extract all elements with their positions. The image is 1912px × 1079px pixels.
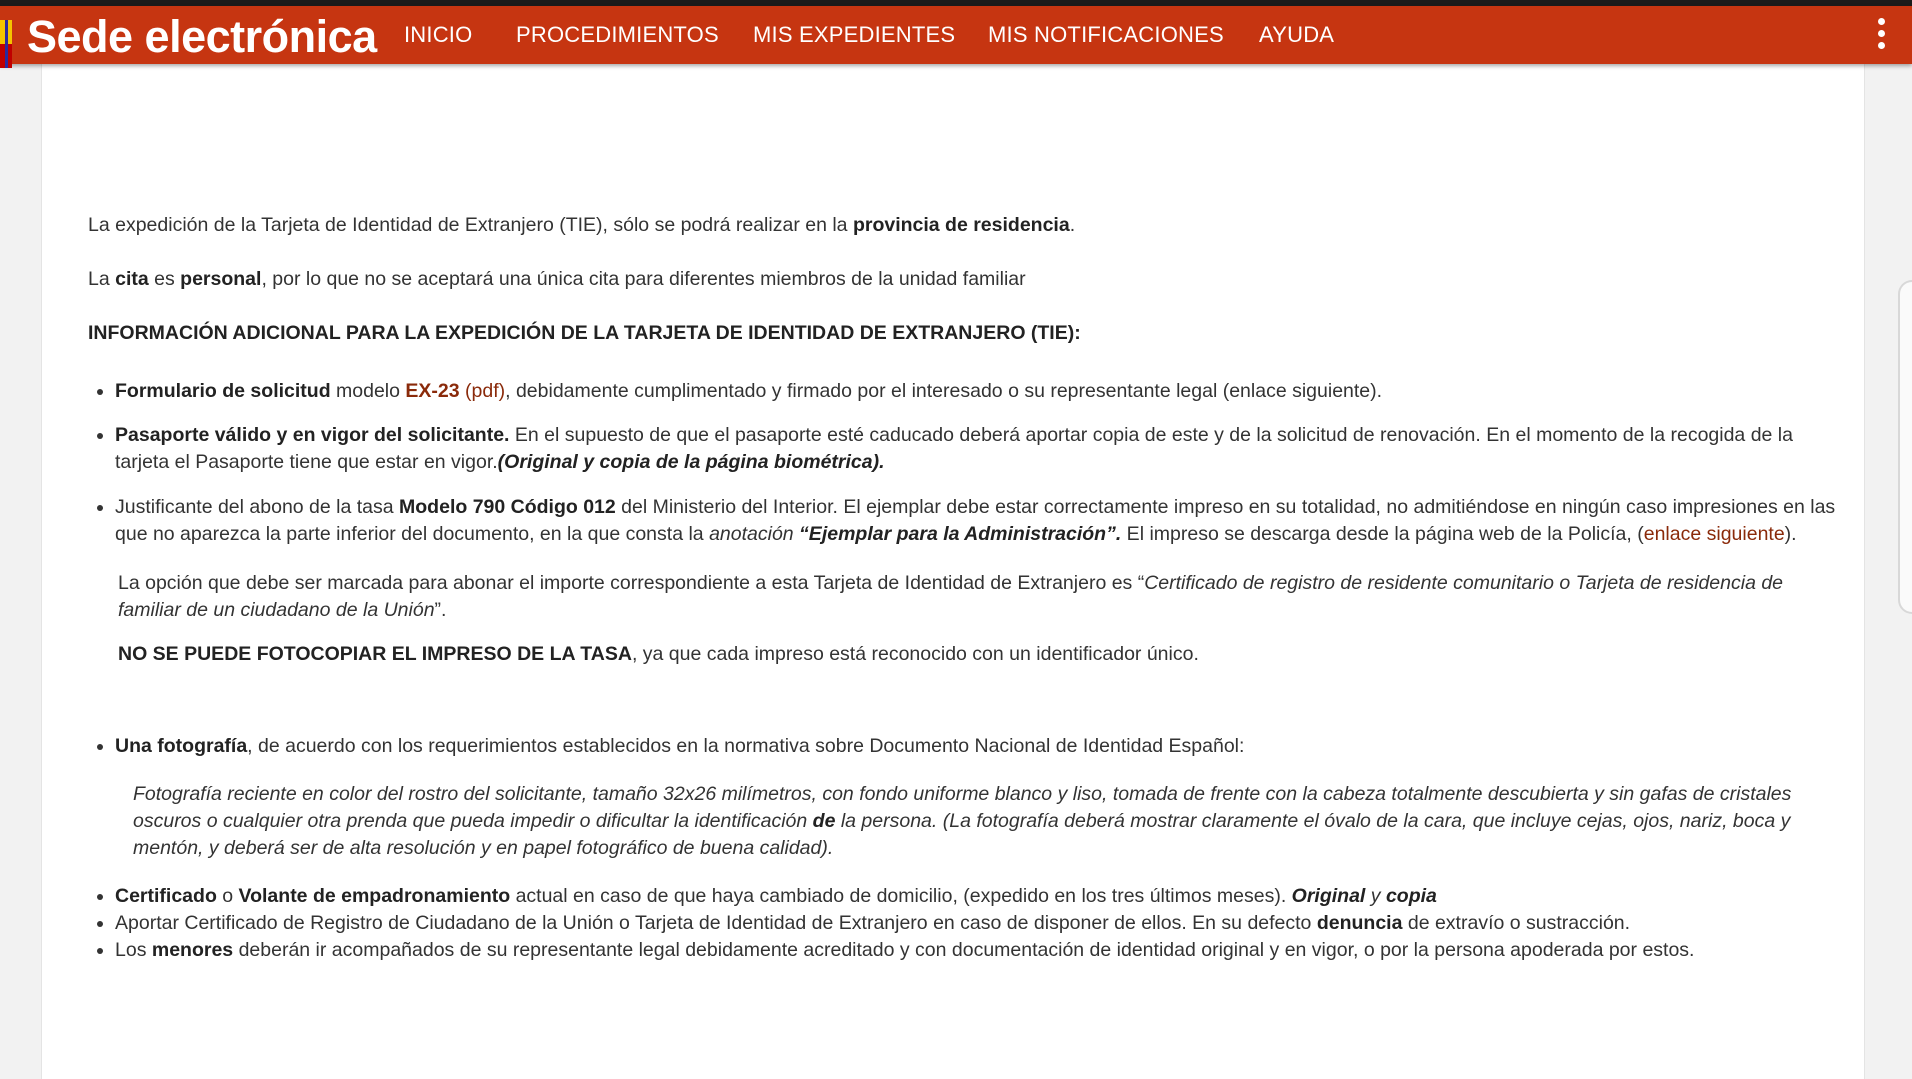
text-bold: provincia de residencia [852,214,1070,236]
text: El impreso se descarga desde la página web de la Policía, ( [1121,523,1644,545]
text-bold: Una fotografía [115,735,248,757]
text-bold: menores [151,939,234,961]
text: actual en caso de que haya cambiado de domicilio, (expedido en los tres últimos meses). [510,885,1292,907]
list-item-formulario [115,378,1848,405]
link-bold: EX-23 [405,380,460,402]
text-bold: Certificado [115,885,217,907]
text-bold: personal [180,268,262,290]
text-bold-italic: (Original y copia de la página biométrica). [497,451,885,473]
text-bold-italic: de [812,810,836,832]
text-italic: la persona. (La fotografía deberá mostrar claramente el óvalo de la cara, que incluye cejas, ojos, nariz, boca y mentón, y deberá ser de alta resolución y en papel fotográfico de buena calidad). [133,810,1791,859]
text: En el supuesto de que el pasaporte esté caducado deberá aportar copia de este y de la solicitud de renovación. En el momento de la recogida de la tarjeta el Pasaporte tiene que estar en vigor. [115,424,1793,473]
text-bold: cita [115,268,149,290]
list-item-fotografia [115,733,1848,862]
list-item-certificado-union [115,910,1848,937]
text: , de acuerdo con los requerimientos establecidos en la normativa sobre Documento Nacional de Identidad Español: [247,735,1245,757]
list-item-empadronamiento [115,883,1848,910]
text-italic: Fotografía reciente en color del rostro del solicitante, tamaño 32x26 milímetros, con fondo uniforme blanco y liso, tomada de frente con la cabeza totalmente descubierta y sin gafas de cristales oscuros o cualquier otra prenda que pueda impedir o dificultar la identificación [133,783,1792,832]
text: Aportar Certificado de Registro de Ciudadano de la Unión o Tarjeta de Identidad de Extranjero en caso de disponer de ellos. En su defecto [115,912,1317,934]
text-italic: Certificado de registro de residente comunitario o Tarjeta de residencia de familiar de un ciudadano de la Unión [118,572,1784,621]
text: La [88,268,116,290]
text: de extravío o sustracción. [1402,912,1631,934]
paragraph-cita [88,266,1848,293]
spain-flag-icon [0,20,12,68]
list-item-menores [115,937,1848,964]
list-item-pasaporte [115,422,1848,476]
note-fotografia [115,781,1848,862]
kebab-vertical-icon[interactable] [1878,18,1886,54]
text-bold-italic: copia [1385,885,1437,907]
text: Los [115,939,152,961]
list-item-tasa [115,494,1848,668]
text: La expedición de la Tarjeta de Identidad de Extranjero (TIE), sólo se podrá realizar en la [88,214,853,236]
text: ). [1784,523,1797,545]
site-brand[interactable]: Sede electrónica [27,11,377,62]
note-opcion-tasa [115,570,1848,624]
text-italic: anotación [709,523,794,545]
content-card [41,64,1865,1079]
text-bold: NO SE PUEDE FOTOCOPIAR EL IMPRESO DE LA TASA [118,643,632,665]
text: o [216,885,239,907]
nav-procedimientos[interactable]: PROCEDIMIENTOS [516,22,719,47]
text-bold-italic: “Ejemplar para la Administración”. [793,523,1122,545]
link-text: (pdf) [459,380,506,402]
text: es [148,268,181,290]
text-bold-italic: Original [1291,885,1366,907]
text: ”. [434,599,447,621]
paragraph-province [88,212,1848,239]
top-navbar [0,6,1912,64]
edge-scroll-handle[interactable] [1898,280,1912,614]
text-bold: Modelo 790 Código 012 [399,496,616,518]
text: deberán ir acompañados de su representante legal debidamente acreditado y con documentación de identidad original y en vigor, o por la persona apoderada por estos. [233,939,1695,961]
section-heading: INFORMACIÓN ADICIONAL PARA LA EXPEDICIÓN DE LA TARJETA DE IDENTIDAD DE EXTRANJERO (TIE): [88,322,1081,344]
text: , por lo que no se aceptará una única cita para diferentes miembros de la unidad familiar [261,268,1026,290]
nav-ayuda[interactable]: AYUDA [1259,22,1335,47]
nav-mis-notificaciones[interactable]: MIS NOTIFICACIONES [988,22,1224,47]
text: La opción que debe ser marcada para abonar el importe correspondiente a esta Tarjeta de Identidad de Extranjero es “ [118,572,1145,594]
text: . [1069,214,1076,236]
requirements-list [88,378,1848,964]
text-bold: denuncia [1316,912,1403,934]
text: modelo [330,380,406,402]
nav-inicio[interactable]: INICIO [404,22,473,47]
nav-mis-expedientes[interactable]: MIS EXPEDIENTES [753,22,956,47]
page-content [88,148,1848,964]
ex23-pdf-link[interactable] [405,380,505,402]
text: , ya que cada impreso está reconocido con un identificador único. [631,643,1199,665]
note-no-fotocopiar [115,641,1848,668]
text: del Ministerio del Interior. El ejemplar debe estar correctamente impreso en su totalidad, no admitiéndose en ningún caso impresiones en las que no aparezca la parte inferior del documento, en la que consta la [115,496,1836,545]
text: Justificante del abono de la tasa [115,496,400,518]
text-bold: Pasaporte válido y en vigor del solicitante. [115,424,510,446]
text-bold: Volante de empadronamiento [238,885,511,907]
text-italic: y [1365,885,1386,907]
policia-enlace-link[interactable]: enlace siguiente [1643,523,1785,545]
text-bold: Formulario de solicitud [115,380,331,402]
text: , debidamente cumplimentado y firmado por el interesado o su representante legal (enlace siguiente). [505,380,1383,402]
